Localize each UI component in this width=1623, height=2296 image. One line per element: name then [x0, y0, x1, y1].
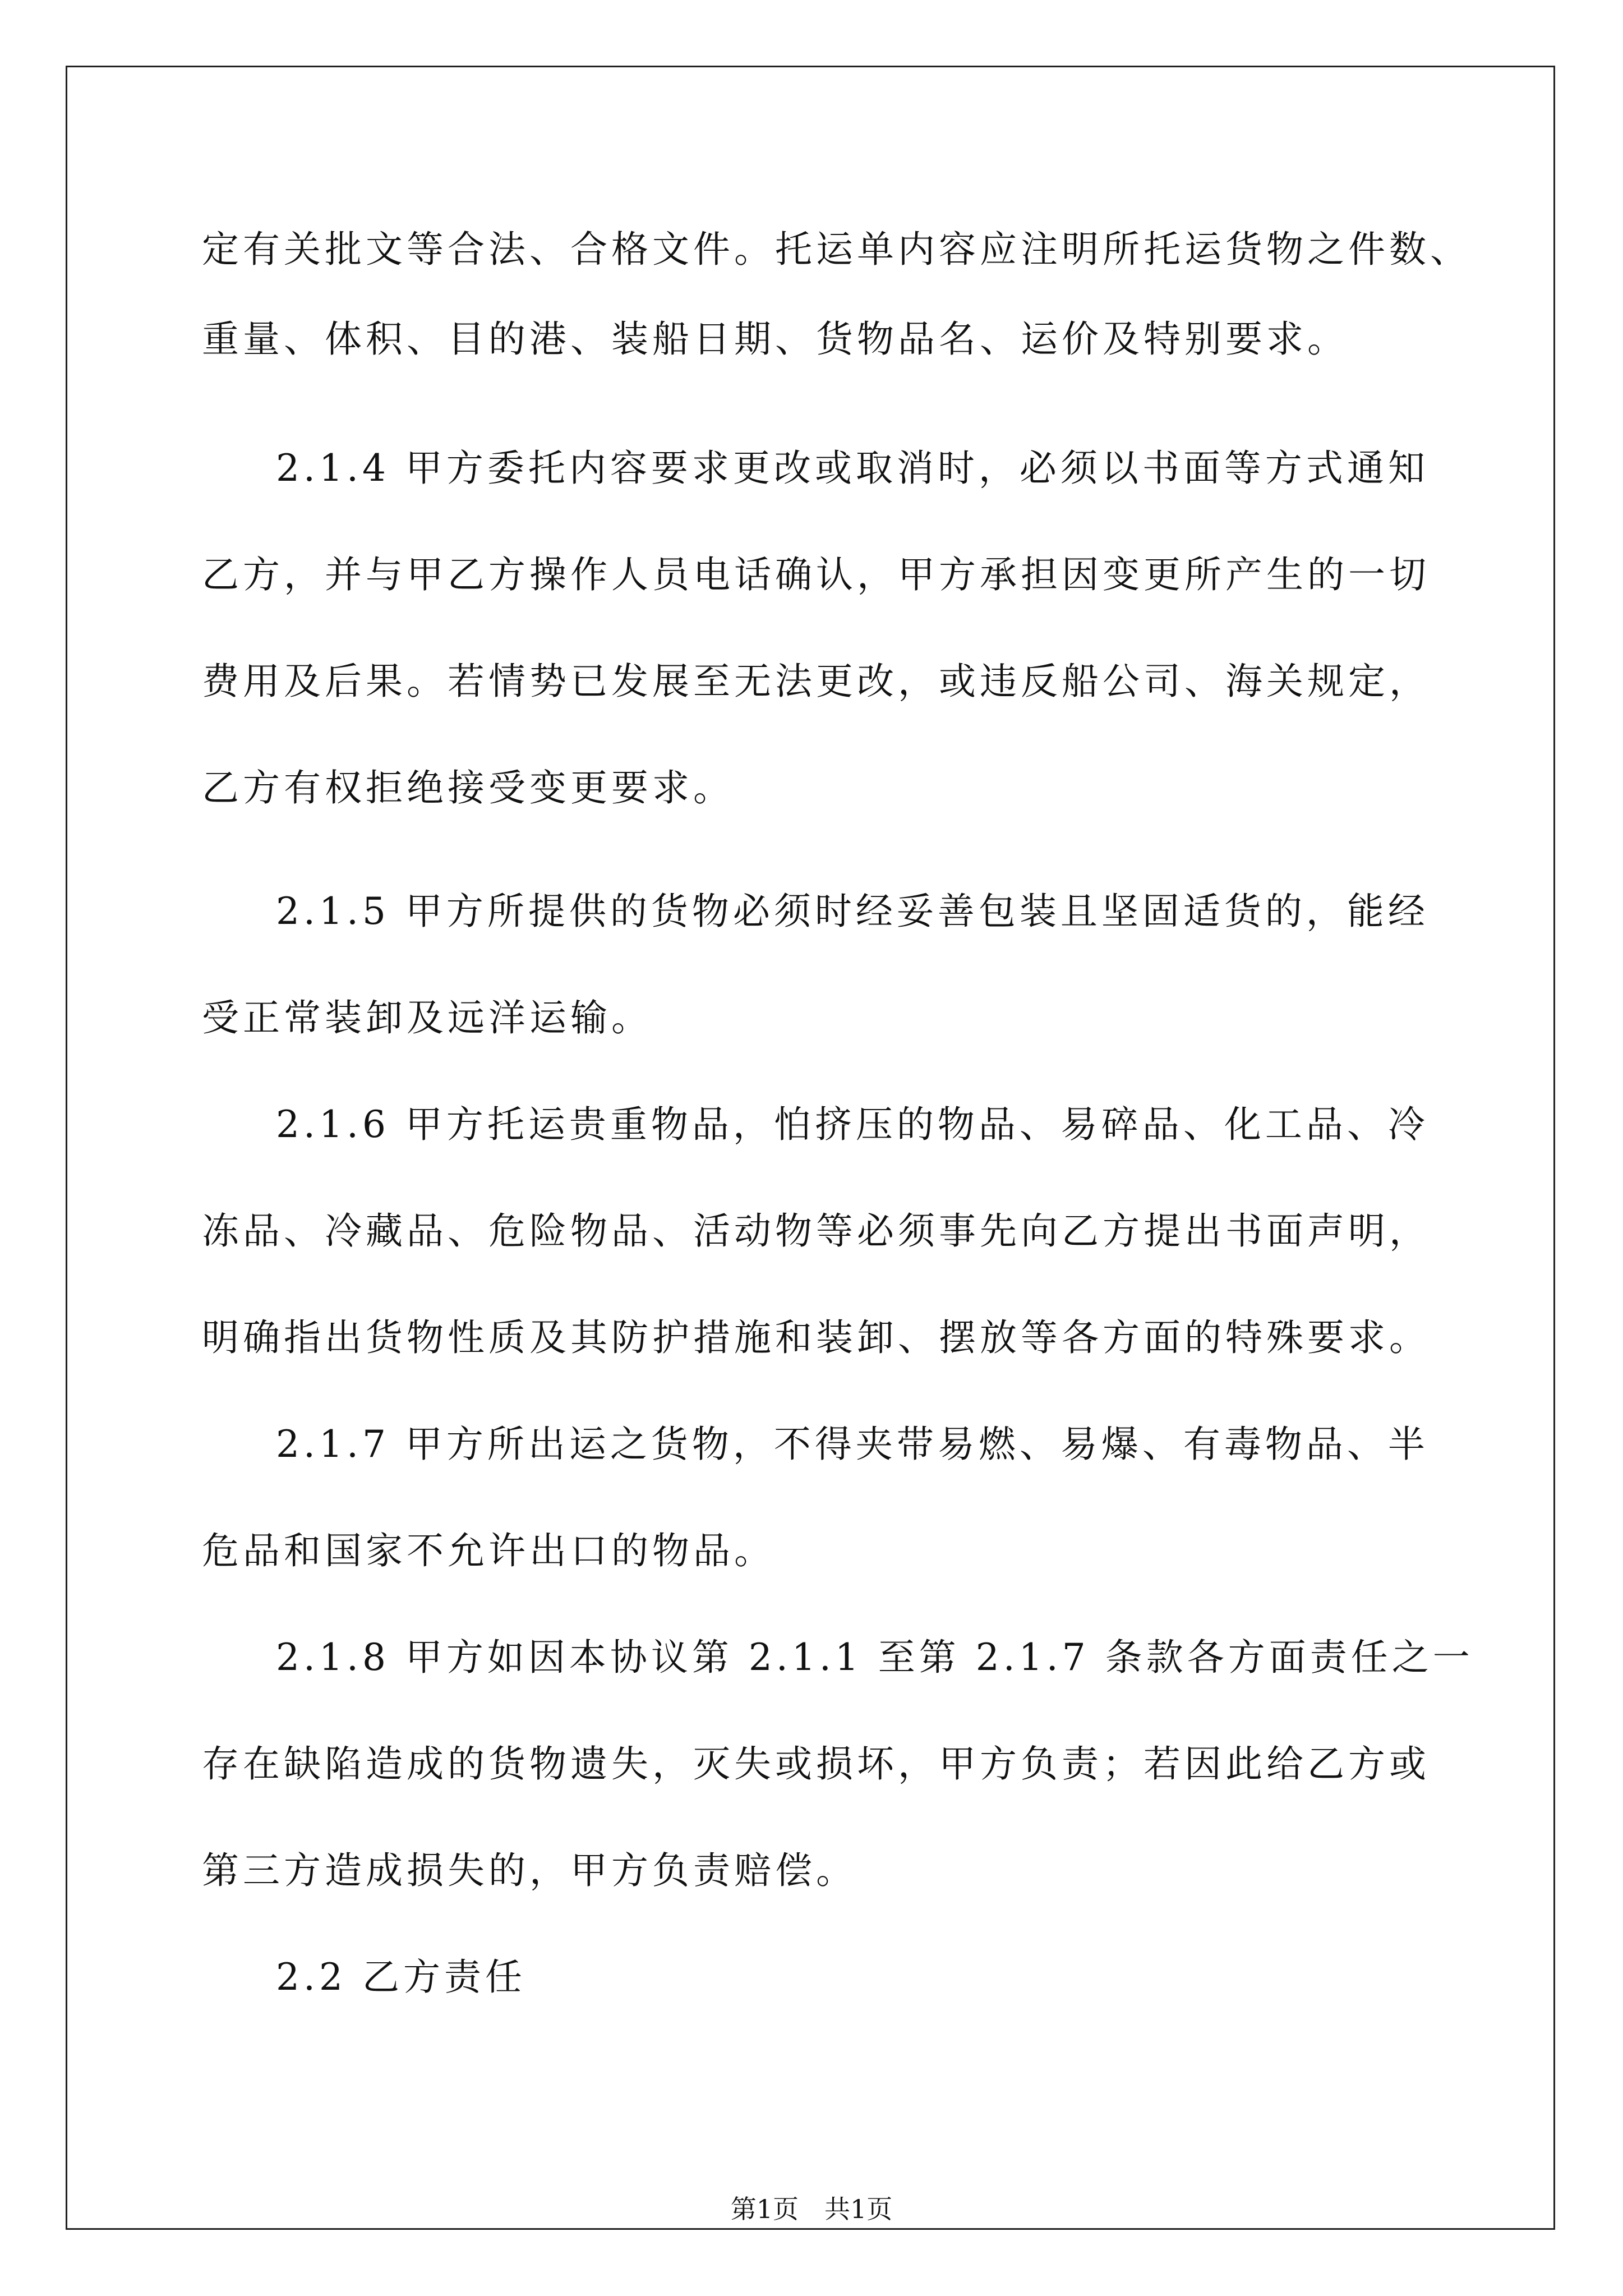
text-line: 重量、体积、目的港、装船日期、货物品名、运价及特别要求。 — [202, 318, 1348, 361]
page-number-footer: 第1页 共1页 — [730, 2194, 893, 2224]
text-line: 冻品、冷藏品、危险物品、活动物等必须事先向乙方提出书面声明， — [202, 1209, 1430, 1253]
text-line: 费用及后果。若情势已发展至无法更改，或违反船公司、海关规定， — [202, 660, 1430, 703]
text-line: 存在缺陷造成的货物遗失，灭失或损坏，甲方负责；若因此给乙方或 — [202, 1742, 1430, 1786]
text-line: 受正常装卸及远洋运输。 — [202, 996, 652, 1039]
text-line: 危品和国家不允许出口的物品。 — [202, 1529, 775, 1572]
section-heading: 2.2 乙方责任 — [276, 1955, 526, 1999]
text-line: 乙方有权拒绝接受变更要求。 — [202, 766, 734, 809]
text-line: 2.1.6 甲方托运贵重物品，怕挤压的物品、易碎品、化工品、冷 — [276, 1103, 1429, 1146]
text-line: 定有关批文等合法、合格文件。托运单内容应注明所托运货物之件数、 — [202, 228, 1471, 271]
text-line: 2.1.5 甲方所提供的货物必须时经妥善包装且坚固适货的，能经 — [276, 890, 1429, 933]
page-border — [66, 66, 1555, 2230]
text-line: 2.1.7 甲方所出运之货物，不得夹带易燃、易爆、有毒物品、半 — [276, 1423, 1429, 1466]
text-line: 第三方造成损失的，甲方负责赔偿。 — [202, 1849, 857, 1892]
text-line: 2.1.8 甲方如因本协议第 2.1.1 至第 2.1.7 条款各方面责任之一 — [276, 1636, 1474, 1679]
text-line: 明确指出货物性质及其防护措施和装卸、摆放等各方面的特殊要求。 — [202, 1316, 1430, 1359]
text-line: 乙方，并与甲乙方操作人员电话确认，甲方承担因变更所产生的一切 — [202, 553, 1430, 596]
text-line: 2.1.4 甲方委托内容要求更改或取消时，必须以书面等方式通知 — [276, 447, 1429, 490]
